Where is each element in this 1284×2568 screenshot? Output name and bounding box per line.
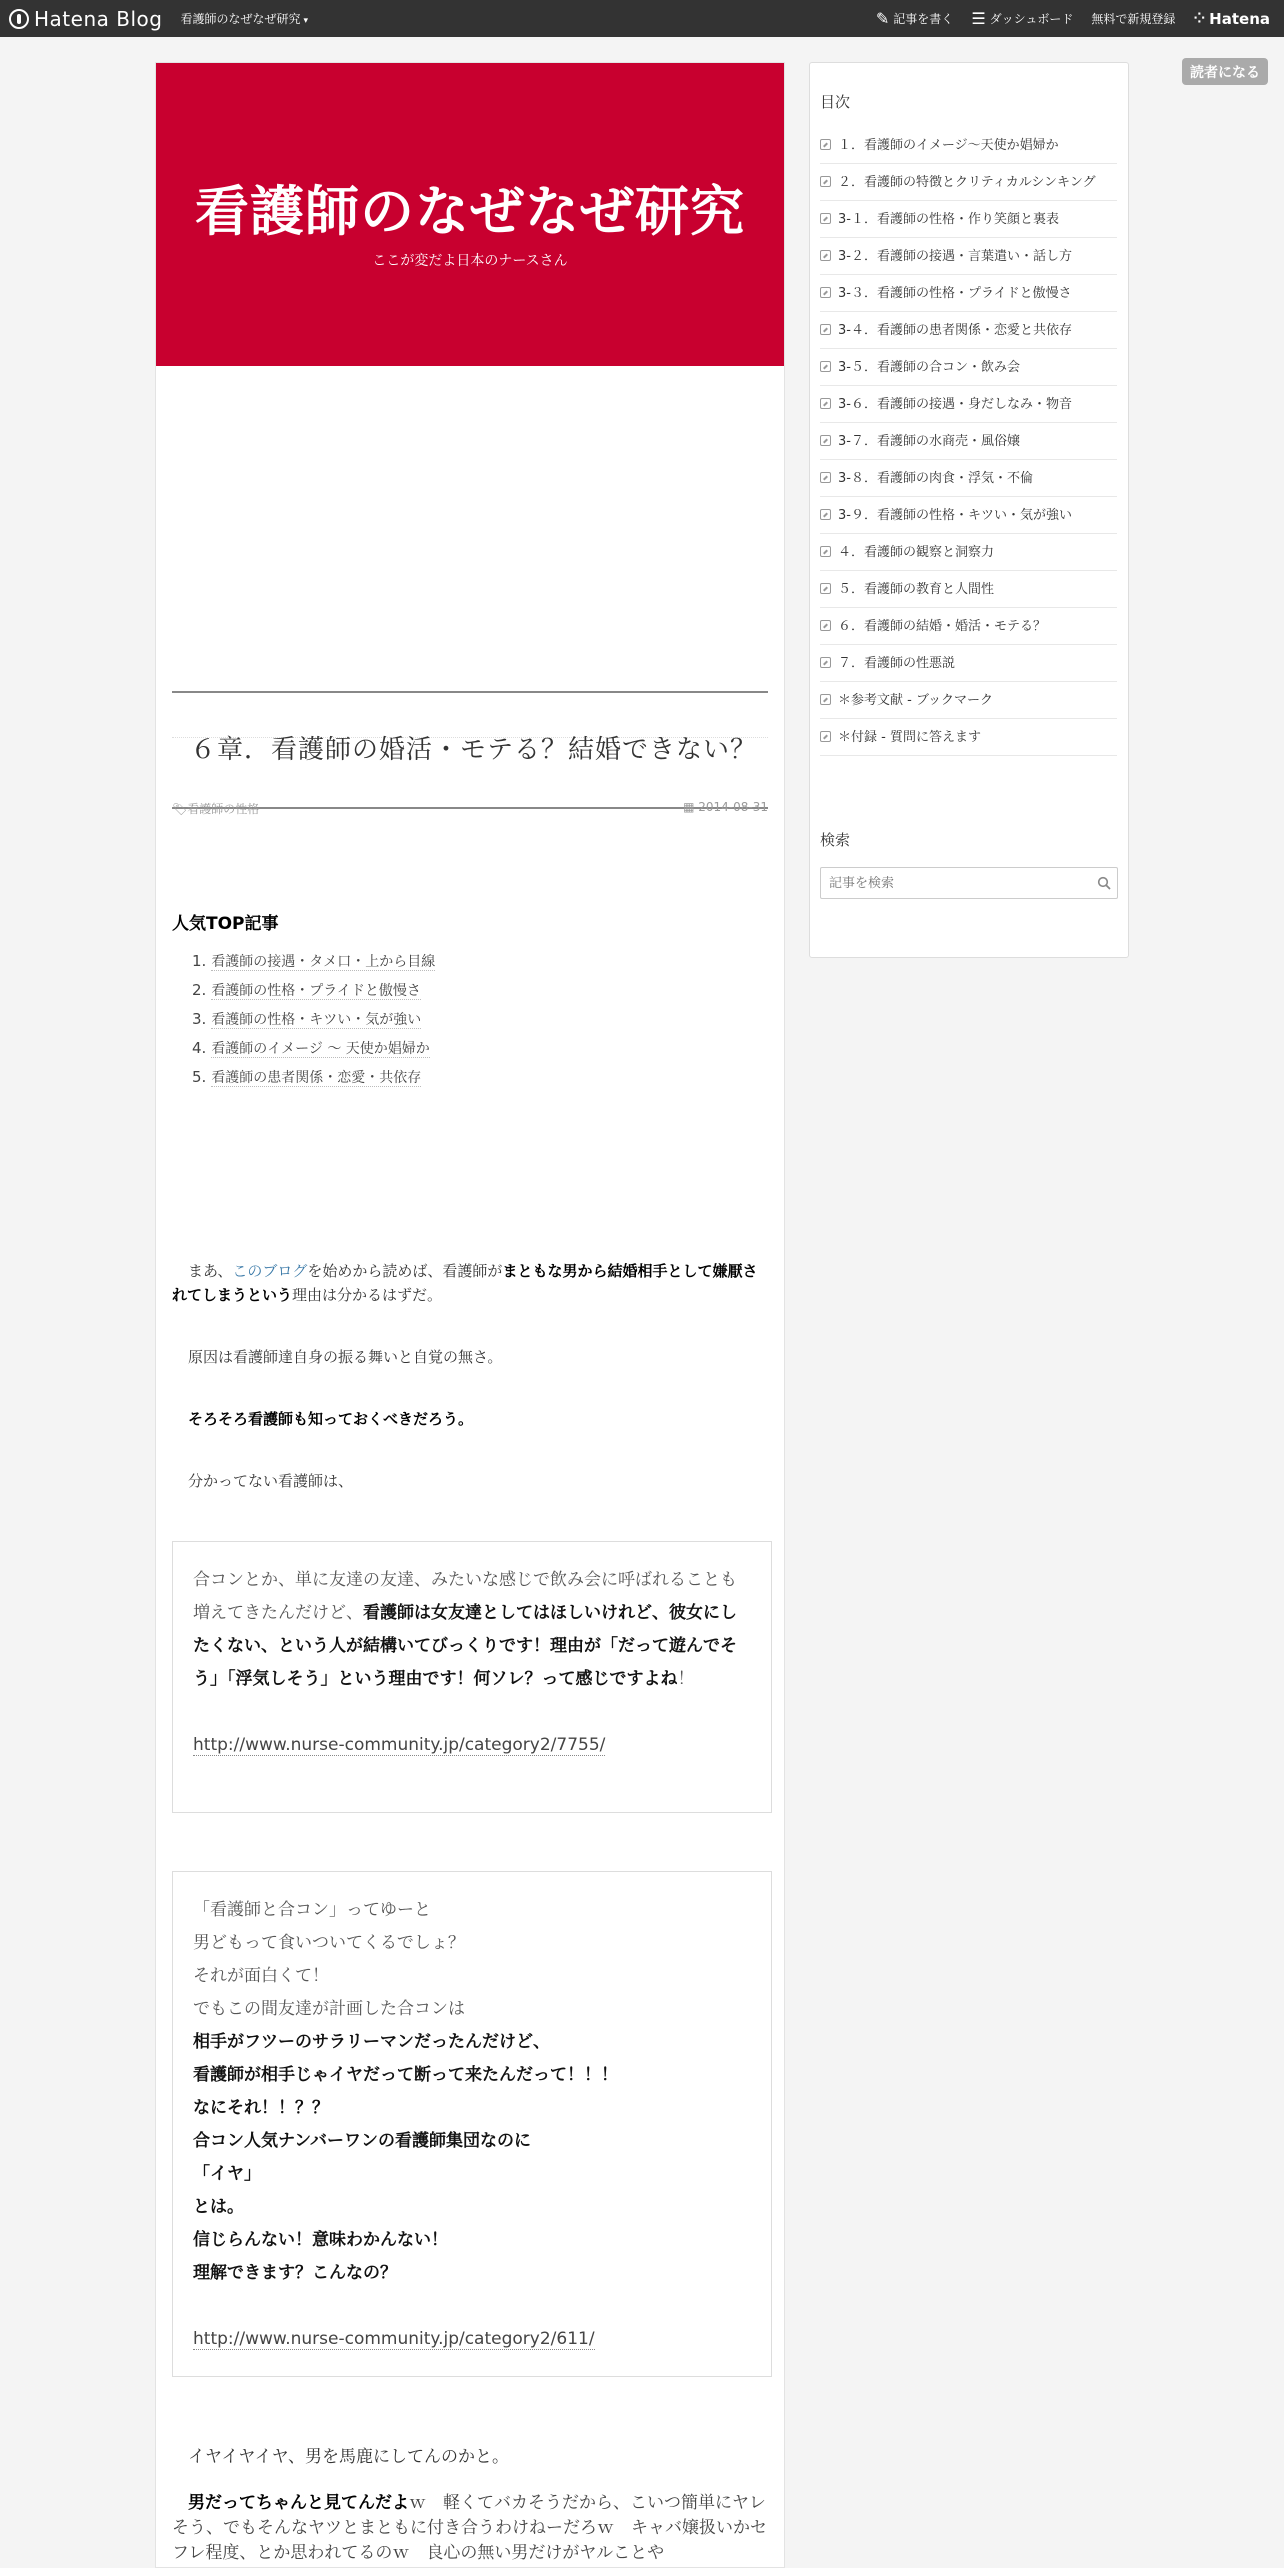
paragraph: イヤイヤイヤ、男を馬鹿にしてんのかと。 bbox=[188, 2447, 509, 2467]
sidebar bbox=[809, 62, 1129, 958]
toc-item[interactable]: ７．看護師の性悪説 bbox=[820, 645, 1117, 682]
toc-item[interactable]: ４．看護師の観察と洞察力 bbox=[820, 534, 1117, 571]
link-icon bbox=[820, 324, 831, 335]
main-column bbox=[155, 62, 785, 2568]
toc-item[interactable]: 3-６．看護師の接遇・身だしなみ・物音 bbox=[820, 386, 1117, 423]
link-icon bbox=[820, 213, 831, 224]
link-icon bbox=[820, 176, 831, 187]
toc-item[interactable]: 3-９．看護師の性格・キツい・気が強い bbox=[820, 497, 1117, 534]
link-icon bbox=[820, 620, 831, 631]
link-icon bbox=[820, 398, 831, 409]
dashboard-link[interactable]: ☰ ダッシュボード bbox=[971, 8, 1074, 28]
blog-menu[interactable]: 看護師のなぜなぜ研究 ▾ bbox=[180, 12, 308, 26]
blockquote: 「看護師と合コン」ってゆーと 男どもって食いついてくるでしょ？ それが面白くて！ でもこの間友達が計画した合コンは 相手がフツーのサラリーマンだったんだけど、 看護師が相手じゃイヤだって断って来たんだって！！！ なにそれ！！？？ 合コン人気ナンバーワンの看護師集団なのに 「イヤ」 とは。 信じらんない！意味わかんない！ 理解できます？こんなの？ http://www.nurse-community.jp/category2/611/ bbox=[172, 1871, 772, 2377]
caret-down-icon: ▾ bbox=[303, 16, 308, 26]
blog-title[interactable]: 看護師のなぜなぜ研究 bbox=[195, 180, 745, 243]
blog-header bbox=[156, 63, 784, 366]
popular-item: 4. 看護師のイメージ 〜 天使か娼婦か bbox=[192, 1039, 430, 1057]
toc-item[interactable]: 3-１．看護師の性格・作り笑顔と裏表 bbox=[820, 201, 1117, 238]
toc-item[interactable]: １．看護師のイメージ〜天使か娼婦か bbox=[820, 127, 1117, 164]
hatena-logo-icon bbox=[9, 9, 29, 29]
dashboard-icon: ☰ bbox=[971, 8, 986, 28]
link-icon bbox=[820, 472, 831, 483]
toc-item[interactable]: 3-７．看護師の水商売・風俗嬢 bbox=[820, 423, 1117, 460]
write-post-link[interactable]: ✎ 記事を書く bbox=[875, 8, 954, 28]
entry-title[interactable]: ６章．看護師の婚活・モテる？結婚できない？ bbox=[190, 735, 758, 765]
link-icon bbox=[820, 287, 831, 298]
paragraph: そろそろ看護師も知っておくべきだろう。 bbox=[188, 1410, 474, 1428]
popular-title: 人気TOP記事 bbox=[172, 914, 279, 934]
hatena-blog-logo[interactable]: Hatena Blog bbox=[9, 7, 162, 31]
tag-icon: 🏷 bbox=[172, 802, 188, 816]
blockquote: 合コンとか、単に友達の友達、みたいな感じで飲み会に呼ばれることも増えてきたんだけど、看護師は女友達としてはほしいけれど、彼女にしたくない、という人が結構いてびっくりです！理由が「だって遊んでそう」「浮気しそう」という理由です！何ソレ？って感じですよね！ http://www.nurse-community.jp/category2/7755/ bbox=[172, 1541, 772, 1813]
hatena-dots-icon: ⁘ bbox=[1193, 10, 1206, 27]
link-icon bbox=[820, 250, 831, 261]
popular-list bbox=[192, 951, 435, 1096]
popular-item: 3. 看護師の性格・キツい・気が強い bbox=[192, 1010, 422, 1028]
link-icon bbox=[820, 731, 831, 742]
toc-item[interactable]: 3-８．看護師の肉食・浮気・不倫 bbox=[820, 460, 1117, 497]
search-box bbox=[820, 867, 1118, 899]
toc-item[interactable]: 3-４．看護師の患者関係・恋愛と共依存 bbox=[820, 312, 1117, 349]
blog-link[interactable]: このブログ bbox=[232, 1262, 308, 1280]
link-icon bbox=[820, 139, 831, 150]
toc-title: 目次 bbox=[820, 93, 851, 111]
search-icon[interactable] bbox=[1091, 870, 1117, 896]
paragraph: 原因は看護師達自身の振る舞いと自覚の無さ。 bbox=[188, 1348, 503, 1366]
popular-item: 2. 看護師の性格・プライドと傲慢さ bbox=[192, 981, 421, 999]
entry-date[interactable]: ▦ 2014-08-31 bbox=[683, 800, 768, 814]
ad-area bbox=[172, 373, 768, 738]
toc-item[interactable]: 3-３．看護師の性格・プライドと傲慢さ bbox=[820, 275, 1117, 312]
link-icon bbox=[820, 694, 831, 705]
toc-item[interactable]: ＊付録 - 質問に答えます bbox=[820, 719, 1117, 756]
entry-header bbox=[172, 691, 768, 809]
link-icon bbox=[820, 657, 831, 668]
hatena-link[interactable]: ⁘ Hatena bbox=[1193, 9, 1270, 28]
signup-link[interactable]: 無料で新規登録 bbox=[1091, 12, 1176, 26]
link-icon bbox=[820, 361, 831, 372]
link-icon bbox=[820, 546, 831, 557]
toc-item[interactable]: ５．看護師の教育と人間性 bbox=[820, 571, 1117, 608]
popular-item: 1. 看護師の接遇・タメ口・上から目線 bbox=[192, 952, 436, 970]
toc-item[interactable]: 3-２．看護師の接遇・言葉遣い・話し方 bbox=[820, 238, 1117, 275]
link-icon bbox=[820, 583, 831, 594]
paragraph: 男だってちゃんと見てんだよｗ 軽くてバカそうだから、こいつ簡単にヤレそう、でもそんなヤツとまともに付き合うわけねーだろｗ キャバ嬢扱いかセフレ程度、とか思われてるのｗ 良心の無い男だけがヤルことや bbox=[172, 2493, 767, 2563]
link-icon bbox=[820, 435, 831, 446]
edit-icon: ✎ bbox=[875, 8, 890, 28]
subscribe-button[interactable]: 読者になる bbox=[1182, 58, 1268, 85]
toc-item[interactable]: ＊参考文献 - ブックマーク bbox=[820, 682, 1117, 719]
toc-item[interactable]: 3-５．看護師の合コン・飲み会 bbox=[820, 349, 1117, 386]
toc-list bbox=[820, 127, 1117, 756]
popular-item: 5. 看護師の患者関係・恋愛・共依存 bbox=[192, 1068, 422, 1086]
blog-description: ここが変だよ日本のナースさん bbox=[372, 253, 568, 269]
source-link[interactable]: http://www.nurse-community.jp/category2/611/ bbox=[193, 2329, 595, 2349]
link-icon bbox=[820, 509, 831, 520]
paragraph: 分かってない看護師は、 bbox=[188, 1472, 354, 1490]
global-header bbox=[0, 0, 1284, 37]
search-title: 検索 bbox=[820, 831, 851, 849]
toc-item[interactable]: ２．看護師の特徴とクリティカルシンキング bbox=[820, 164, 1117, 201]
category-link[interactable]: 🏷看護師の性格 bbox=[172, 802, 260, 816]
entry-meta bbox=[172, 800, 768, 820]
source-link[interactable]: http://www.nurse-community.jp/category2/7755/ bbox=[193, 1735, 606, 1755]
search-input[interactable] bbox=[821, 876, 1091, 891]
toc-item[interactable]: ６．看護師の結婚・婚活・モテる？ bbox=[820, 608, 1117, 645]
calendar-icon: ▦ bbox=[683, 800, 699, 814]
paragraph: まあ、このブログを始めから読めば、看護師がまともな男から結婚相手として嫌厭されてしまうという理由は分かるはずだ。 bbox=[172, 1262, 758, 1304]
